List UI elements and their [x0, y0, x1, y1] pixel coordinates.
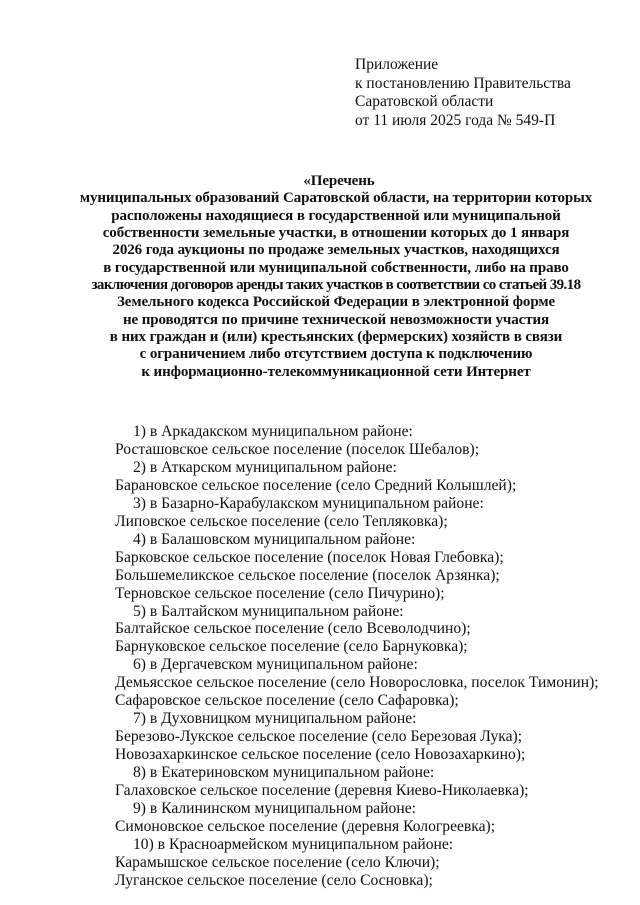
settlement-item: Липовское сельское поселение (село Тепляковка);: [115, 512, 448, 530]
title-line: муниципальных образований Саратовской области, на территории которых: [79, 190, 593, 207]
settlement-item: Балтайское сельское поселение (село Всеволодчино);: [115, 620, 471, 638]
title-line: «Перечень: [303, 173, 375, 189]
settlement-item: Галаховское сельское поселение (деревня Киево-Николаевка);: [115, 782, 529, 800]
appendix-header: [355, 56, 571, 130]
appendix-line: к постановлению Правительства: [355, 74, 571, 92]
district-heading: 4) в Балашовском муниципальном районе:: [133, 530, 416, 548]
settlement-item: Терновское сельское поселение (село Пичурино);: [115, 584, 445, 602]
appendix-line: от 11 июля 2025 года № 549-П: [355, 111, 556, 129]
title-line: собственности земельные участки, в отношении которых до 1 января: [102, 225, 570, 242]
district-heading: 7) в Духовницком муниципальном районе:: [133, 710, 417, 728]
district-heading: 1) в Аркадакском муниципальном районе:: [133, 423, 413, 440]
district-heading: 2) в Аткарском муниципальном районе:: [133, 458, 397, 476]
settlement-item: Барнуковское сельское поселение (село Барнуковка);: [115, 638, 468, 656]
district-heading: 3) в Базарно-Карабулакском муниципальном районе:: [133, 494, 484, 512]
settlement-item: Карамышское сельское поселение (село Ключи);: [115, 853, 440, 871]
document-title: [60, 173, 612, 381]
title-line: к информационно-телекоммуникационной сети Интернет: [141, 363, 531, 380]
settlement-item: Росташовское сельское поселение (поселок Шебалов);: [115, 440, 480, 458]
settlement-item: Березово-Лукское сельское поселение (село Березовая Лука);: [115, 728, 523, 746]
settlement-item: Барковское сельское поселение (поселок Новая Глебовка);: [115, 548, 504, 566]
district-heading: 9) в Калининском муниципальном районе:: [133, 800, 416, 818]
settlement-item: Симоновское сельское поселение (деревня Кологреевка);: [115, 817, 496, 835]
settlement-item: Новозахаркинское сельское поселение (село Новозахаркино);: [115, 746, 526, 764]
title-line: 2026 года аукционы по продаже земельных участков, находящихся: [112, 242, 560, 259]
settlement-item: Большемеликское сельское поселение (поселок Арзянка);: [115, 566, 500, 584]
district-list: [0, 423, 640, 890]
district-heading: 6) в Дергачевском муниципальном районе:: [133, 656, 418, 674]
settlement-item: Сафаровское сельское поселение (село Сафаровка);: [115, 692, 459, 710]
settlement-item: Барановское сельское поселение (село Средний Колышлей);: [115, 476, 517, 494]
title-line: расположены находящиеся в государственной или муниципальной: [111, 207, 561, 224]
district-heading: 10) в Красноармейском муниципальном районе:: [133, 835, 454, 853]
title-line: в них граждан и (или) крестьянских (фермерских) хозяйств в связи: [109, 329, 563, 346]
district-heading: 8) в Екатериновском муниципальном районе:: [133, 764, 435, 782]
title-line: в государственной или муниципальной собственности, либо на право: [103, 259, 569, 276]
settlement-item: Луганское сельское поселение (село Сосновка);: [115, 871, 433, 889]
title-line: Земельного кодекса Российской Федерации в электронной форме: [116, 294, 556, 311]
appendix-line: Саратовской области: [355, 93, 494, 110]
title-line: с ограничением либо отсутствием доступа к подключению: [139, 346, 533, 363]
title-line: не проводятся по причине технической невозможности участия: [122, 311, 550, 328]
district-heading: 5) в Балтайском муниципальном районе:: [133, 602, 404, 620]
appendix-line: Приложение: [355, 56, 439, 73]
title-line: заключения договоров аренды таких участков в соответствии со статьей 39.18: [91, 277, 581, 294]
settlement-item: Демьясское сельское поселение (село Новорословка, поселок Тимонин);: [115, 674, 599, 692]
